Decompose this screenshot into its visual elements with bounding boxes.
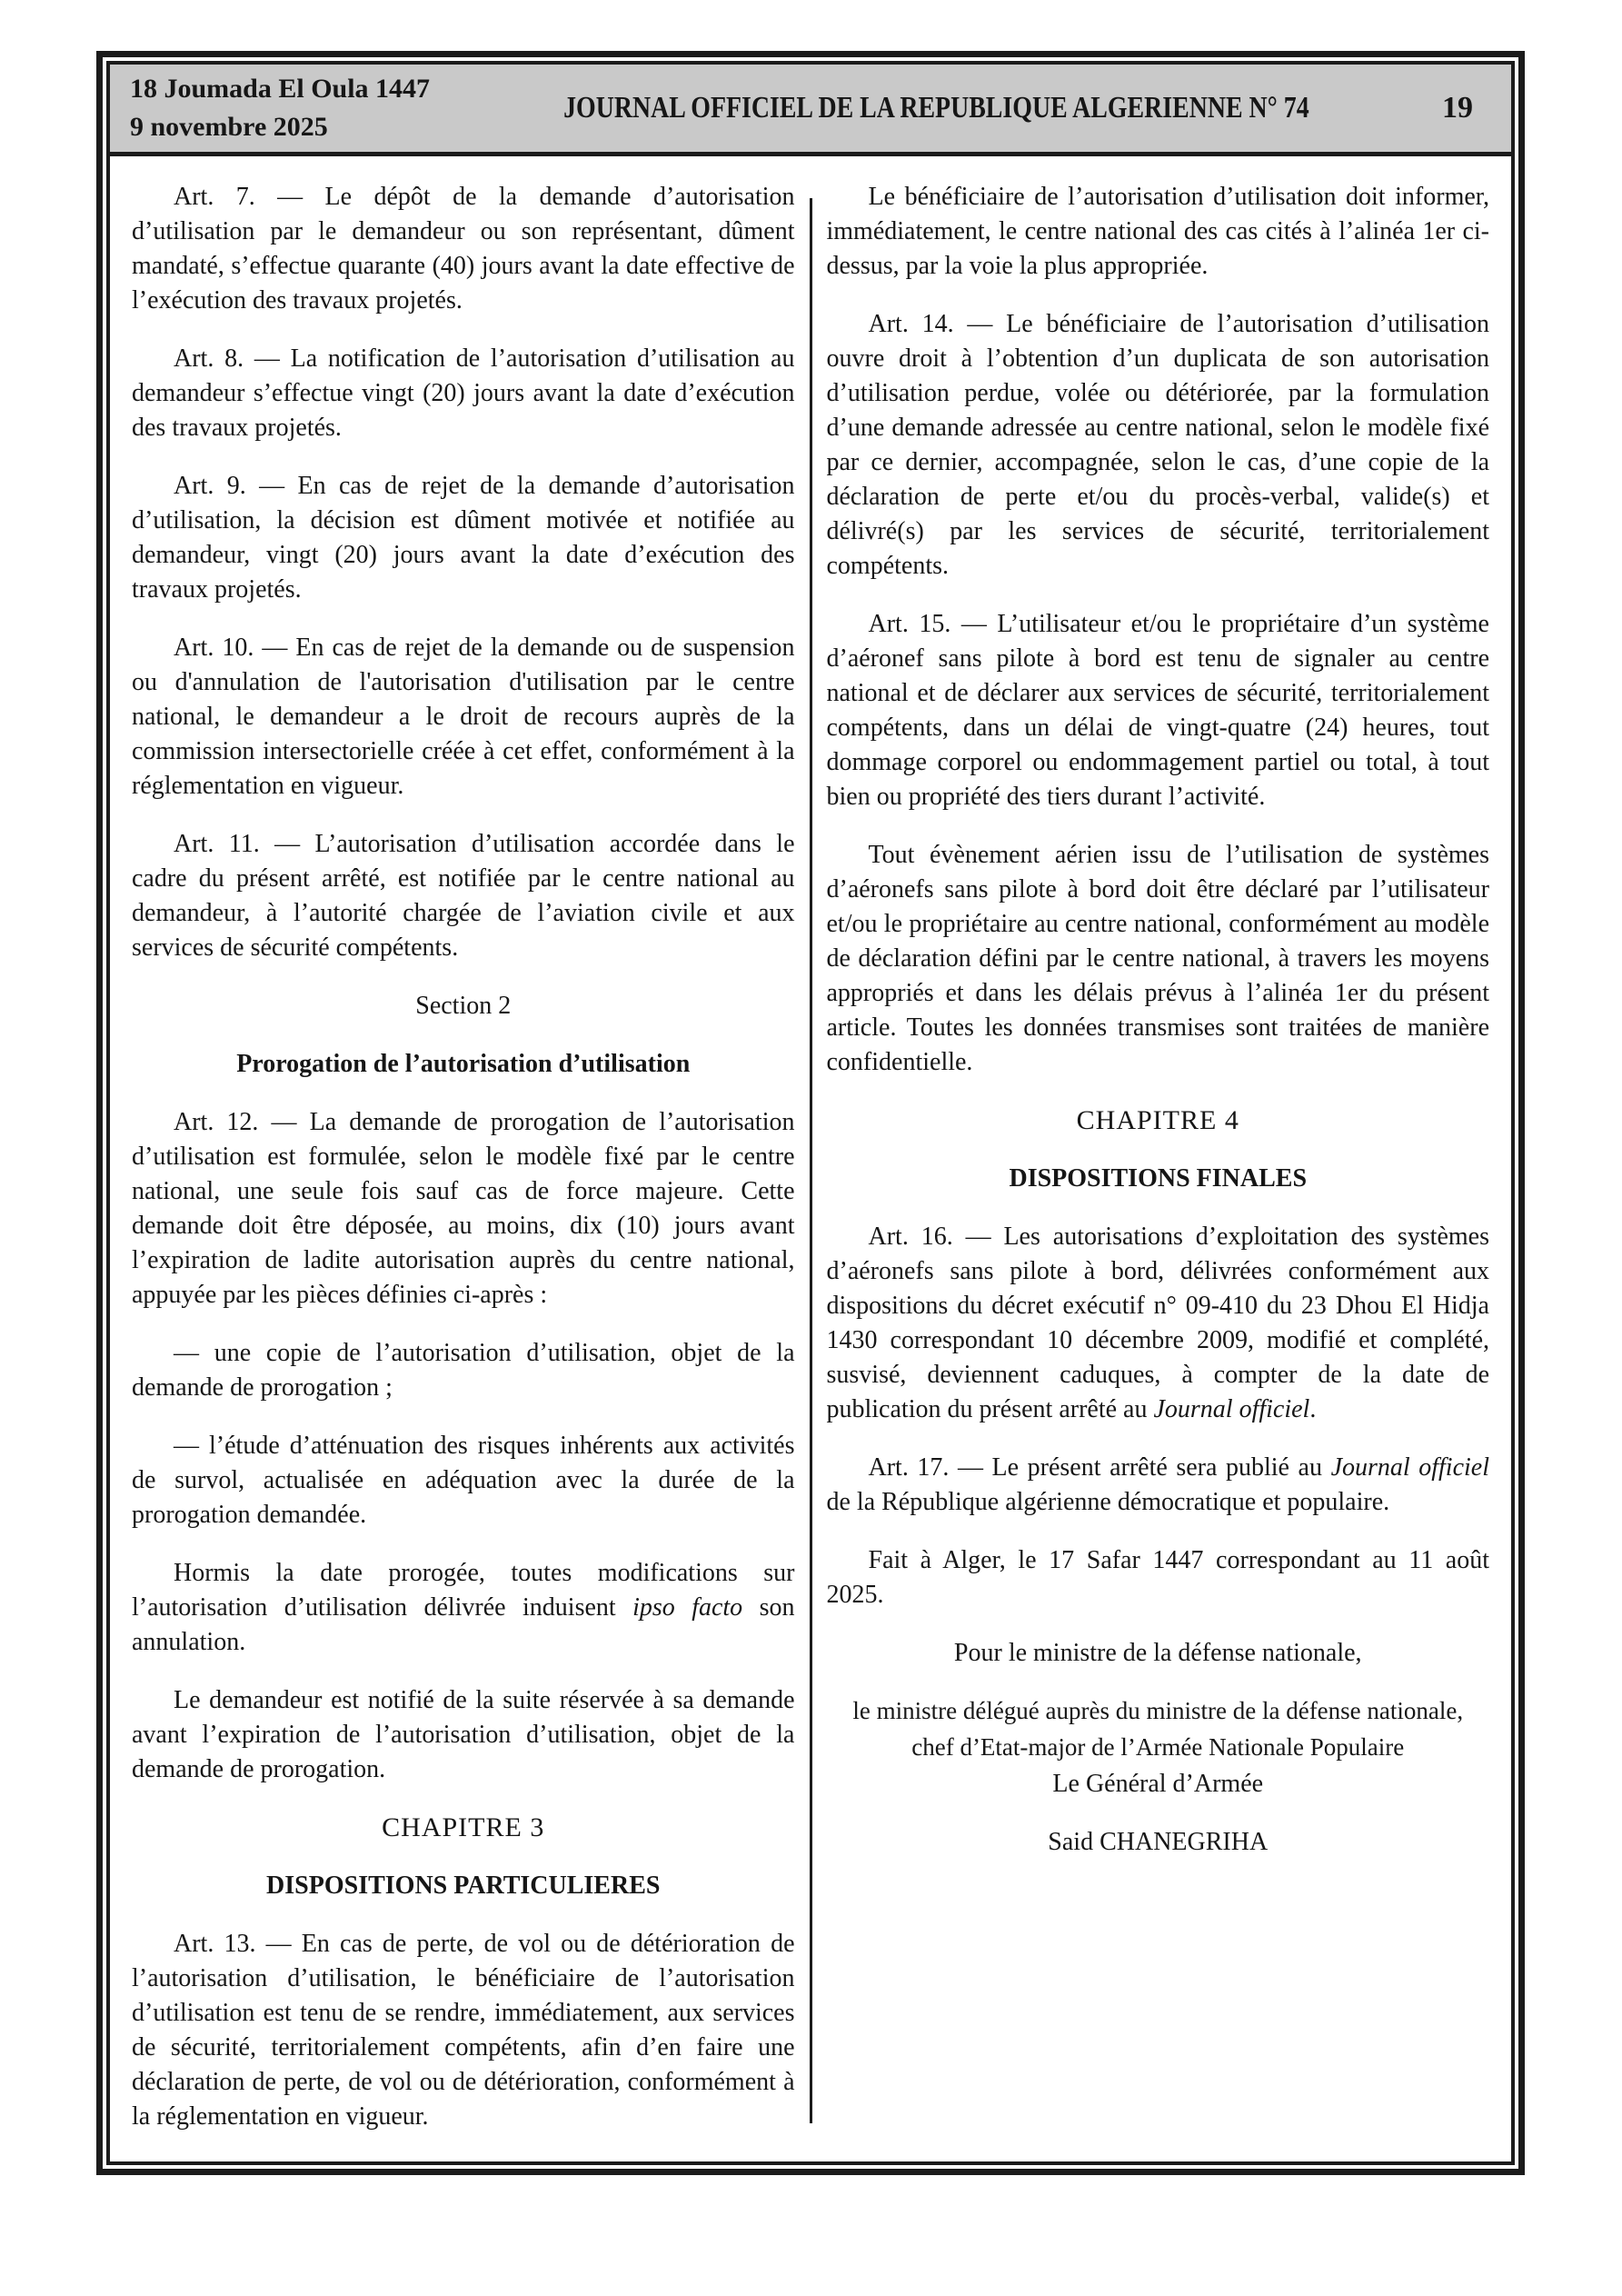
text-segment: Le bénéficiaire de l’autorisation d’utilisation doit informer, immédiatement, le centre national des cas cités à l’alinéa 1er ci-dessus, par la voie la plus appropriée. [826, 183, 1496, 280]
text-segment: de la République algérienne démocratique et populaire. [826, 1453, 1496, 1516]
italic-text: Journal officiel [1330, 1453, 1489, 1482]
signature-line [827, 1636, 1490, 1671]
text-segment: Tout évènement aérien issu de l’utilisation de systèmes d’aéronefs sans pilote à bord doit être déclaré par l’utilisateur et/ou le propriétaire au centre national, conformément au modèle de déclaration défini par le centre national, à travers les moyens appropriés et dans les délais prévus à l’alinéa 1er du présent article. Toutes les données transmises sont traitées de manière confidentielle. [826, 841, 1496, 1076]
section-title [132, 1047, 795, 1082]
paragraph [826, 180, 1496, 284]
header-date-hijri: 18 Joumada El Oula 1447 [130, 74, 431, 104]
text-segment: Section 2 [415, 992, 512, 1020]
paragraph [132, 469, 801, 607]
section-heading [132, 989, 795, 1023]
text-segment: Prorogation de l’autorisation d’utilisation [236, 1050, 691, 1078]
italic-text: Journal officiel [1153, 1395, 1310, 1423]
text-segment: — une copie de l’autorisation d’utilisation, objet de la demande de prorogation ; [132, 1339, 801, 1402]
paragraph [826, 307, 1496, 584]
page-body [110, 156, 1511, 2161]
page-number: 19 [1442, 91, 1473, 125]
text-segment: Le demandeur est notifié de la suite réservée à sa demande avant l’expiration de l’autorisation d’utilisation, objet de la demande de prorogation. [132, 1686, 801, 1783]
page-inner-frame [106, 61, 1515, 2165]
header-dates [110, 70, 430, 146]
page-border-frame [96, 51, 1525, 2175]
section-title [827, 1162, 1490, 1196]
text-segment: Art. 11. — L’autorisation d’utilisation accordée dans le cadre du présent arrêté, est notifiée par le centre national au demandeur, à l’autorité chargée de l’aviation civile et aux services de sécurité compétents. [132, 830, 801, 962]
text-segment: Art. 8. — La notification de l’autorisation d’utilisation au demandeur s’effectue vingt (20) jours avant la date d’exécution des travaux projetés. [132, 344, 801, 442]
text-segment: CHAPITRE 3 [382, 1812, 545, 1842]
text-segment: DISPOSITIONS PARTICULIERES [266, 1872, 661, 1900]
signature-line [827, 1694, 1490, 1727]
text-segment: Art. 13. — En cas de perte, de vol ou de détérioration de l’autorisation d’utilisation, le bénéficiaire de l’autorisation d’utilisation est tenu de se rendre, immédiatement, aux services de sécurité, territorialement compétents, afin d’en faire une déclaration de perte, de vol ou de détérioration, conformément à la réglementation en vigueur. [132, 1930, 801, 2131]
paragraph [132, 1105, 801, 1313]
paragraph [132, 1556, 801, 1660]
text-segment: Art. 9. — En cas de rejet de la demande d’autorisation d’utilisation, la décision est dûment motivée et notifiée au demandeur, vingt (20) jours avant la date d’exécution des travaux projetés. [132, 472, 801, 604]
paragraph [826, 607, 1496, 814]
paragraph [132, 1683, 801, 1787]
chapter-heading [132, 1811, 795, 1845]
paragraph [132, 180, 801, 318]
journal-title [430, 91, 1442, 125]
paragraph [132, 827, 801, 965]
text-segment: Art. 15. — L’utilisateur et/ou le propriétaire d’un système d’aéronef sans pilote à bord est tenu de signaler au centre national et de déclarer aux services de sécurité, territorialement compétents, dans un délai de vingt-quatre (24) heures, tout dommage corporel ou endommagement partiel ou total, à tout bien ou propriété des tiers durant l’activité. [826, 610, 1496, 811]
paragraph [132, 342, 801, 445]
paragraph [132, 1336, 801, 1405]
paragraph [132, 1927, 801, 2134]
text-segment: Art. 12. — La demande de prorogation de l’autorisation d’utilisation est formulée, selon le modèle fixé par le centre national, une seule fois sauf cas de force majeure. Cette demande doit être déposée, au moins, dix (10) jours avant l’expiration de ladite autorisation auprès du centre national, appuyée par les pièces définies ci-après : [132, 1108, 801, 1309]
text-segment: Said CHANEGRIHA [1048, 1828, 1269, 1856]
paragraph [132, 1429, 801, 1532]
text-segment: Hormis la date prorogée, toutes modifications sur l’autorisation d’utilisation délivrée induisent [132, 1559, 801, 1622]
chapter-heading [827, 1103, 1490, 1138]
text-segment: Art. 16. — Les autorisations d’exploitation des systèmes d’aéronefs sans pilote à bord, délivrées conformément aux dispositions du décret exécutif n° 09-410 du 23 Dhou El Hidja 1430 correspondant 10 décembre 2009, modifié et complété, susvisé, deviennent caduques, à compter de la date de publication du présent arrêté au [826, 1223, 1496, 1423]
signatory-name [827, 1825, 1490, 1860]
text-segment: Le Général d’Armée [1052, 1770, 1264, 1798]
text-segment: Art. 14. — Le bénéficiaire de l’autorisation d’utilisation ouvre droit à l’obtention d’un duplicata de son autorisation d’utilisation perdue, volée ou détériorée, par la formulation d’une demande adressée au centre national, selon le modèle fixé par ce dernier, accompagnée, selon le cas, d’une copie de la déclaration de perte et/ou du procès-verbal, valide(s) et délivré(s) par les services de sécurité, territorialement compétents. [826, 310, 1496, 580]
text-segment: Pour le ministre de la défense nationale, [953, 1639, 1362, 1667]
signature-line [827, 1731, 1490, 1763]
right-column [812, 180, 1505, 2161]
paragraph [826, 1220, 1496, 1427]
text-segment: le ministre délégué auprès du ministre de la défense nationale, [852, 1697, 1464, 1724]
text-segment: . [1309, 1395, 1317, 1423]
text-segment: Fait à Alger, le 17 Safar 1447 correspondant au 11 août 2025. [826, 1546, 1496, 1609]
section-title [132, 1869, 795, 1903]
text-segment: Art. 7. — Le dépôt de la demande d’autorisation d’utilisation par le demandeur ou son représentant, dûment mandaté, s’effectue quarante (40) jours avant la date effective de l’exécution des travaux projetés. [132, 183, 801, 314]
text-segment: — l’étude d’atténuation des risques inhérents aux activités de survol, actualisée en adéquation avec la durée de la prorogation demandée. [132, 1432, 801, 1529]
header-date-gregorian: 9 novembre 2025 [130, 112, 328, 142]
paragraph [132, 631, 801, 804]
text-segment: Art. 10. — En cas de rejet de la demande ou de suspension ou d'annulation de l'autorisation d'utilisation par le centre national, le demandeur a le droit de recours auprès de la commission intersectorielle créée à cet effet, conformément à la réglementation en vigueur. [132, 634, 801, 800]
page-header [110, 65, 1511, 156]
journal-title-text: JOURNAL OFFICIEL DE LA REPUBLIQUE ALGERIENNE N° 74 [562, 91, 1309, 125]
paragraph [826, 838, 1496, 1080]
italic-text: ipso facto [632, 1593, 743, 1622]
paragraph [826, 1543, 1496, 1612]
paragraph [826, 1451, 1496, 1520]
text-segment: DISPOSITIONS FINALES [1009, 1164, 1308, 1193]
text-segment: CHAPITRE 4 [1076, 1105, 1239, 1135]
text-segment: Art. 17. — Le présent arrêté sera publié au [868, 1453, 1331, 1482]
left-column [117, 180, 810, 2161]
text-segment: chef d’Etat-major de l’Armée Nationale Populaire [911, 1733, 1405, 1761]
text-segment: son annulation. [132, 1593, 801, 1656]
signature-line [827, 1767, 1490, 1802]
